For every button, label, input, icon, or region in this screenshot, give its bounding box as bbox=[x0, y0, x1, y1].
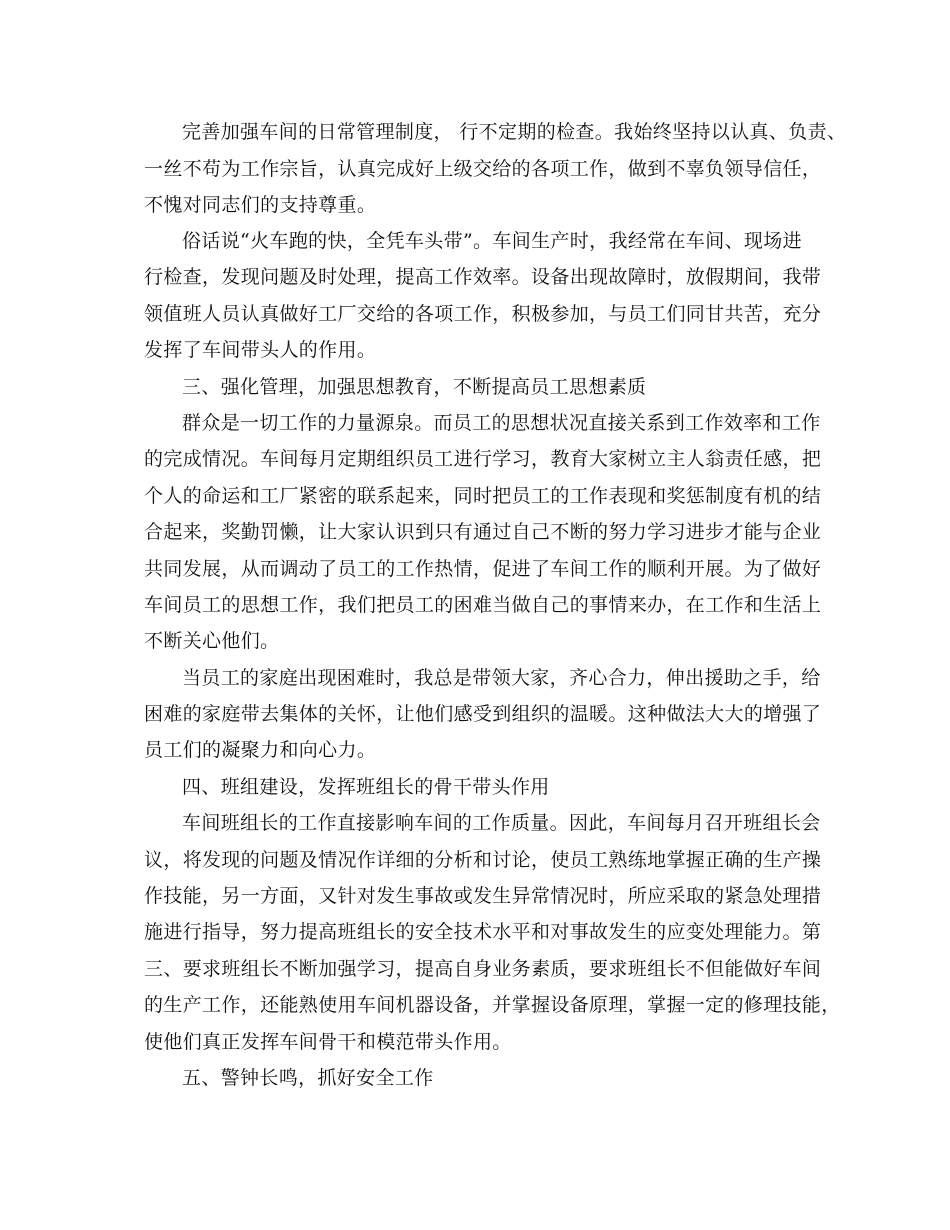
text-line: 议，将发现的问题及情况作详细的分析和讨论，使员工熟练地掌握正确的生产操 bbox=[144, 849, 822, 871]
text-line: 合起来，奖勤罚懒，让大家认识到只有通过自己不断的努力学习进步才能与企业 bbox=[144, 521, 822, 543]
text-line: 的生产工作，还能熟使用车间机器设备，并掌握设备原理，掌握一定的修理技能， bbox=[144, 994, 841, 1016]
text-line: 困难的家庭带去集体的关怀，让他们感受到组织的温暖。这种做法大大的增强了 bbox=[144, 703, 822, 725]
text-line: 领值班人员认真做好工厂交给的各项工作，积极参加，与员工们同甘共苦，充分 bbox=[144, 303, 822, 325]
section-heading: 五、警钟长鸣，抓好安全工作 bbox=[182, 1067, 434, 1089]
text-line: 发挥了车间带头人的作用。 bbox=[144, 339, 377, 361]
section-heading: 四、班组建设，发挥班组长的骨干带头作用 bbox=[182, 776, 550, 798]
text-line: 一丝不苟为工作宗旨，认真完成好上级交给的各项工作，做到不辜负领导信任， bbox=[144, 158, 822, 180]
section-heading: 三、强化管理，加强思想教育，不断提高员工思想素质 bbox=[182, 376, 647, 398]
text-line: 使他们真正发挥车间骨干和模范带头作用。 bbox=[144, 1031, 512, 1053]
text-line: 行检查，发现问题及时处理，提高工作效率。设备出现故障时，放假期间，我带 bbox=[144, 266, 822, 288]
text-line: 不愧对同志们的支持尊重。 bbox=[144, 194, 377, 216]
text-line: 车间班组长的工作直接影响车间的工作质量。因此，车间每月召开班组长会 bbox=[182, 812, 821, 834]
text-line: 群众是一切工作的力量源泉。而员工的思想状况直接关系到工作效率和工作 bbox=[182, 412, 821, 434]
text-line: 作技能，另一方面，又针对发生事故或发生异常情况时，所应采取的紧急处理措 bbox=[144, 885, 822, 907]
text-line: 完善加强车间的日常管理制度， 行不定期的检查。我始终坚持以认真、负责、 bbox=[182, 121, 847, 143]
text-line: 共同发展，从而调动了员工的工作热情，促进了车间工作的顺利开展。为了做好 bbox=[144, 558, 822, 580]
text-line: 车间员工的思想工作，我们把员工的困难当做自己的事情来办，在工作和生活上 bbox=[144, 594, 822, 616]
text-line: 不断关心他们。 bbox=[144, 630, 280, 652]
text-line: 个人的命运和工厂紧密的联系起来，同时把员工的工作表现和奖惩制度有机的结 bbox=[144, 485, 822, 507]
text-line: 施进行指导，努力提高班组长的安全技术水平和对事故发生的应变处理能力。第 bbox=[144, 921, 822, 943]
text-line: 的完成情况。车间每月定期组织员工进行学习，教育大家树立主人翁责任感，把 bbox=[144, 448, 822, 470]
text-line: 当员工的家庭出现困难时，我总是带领大家，齐心合力，伸出援助之手，给 bbox=[182, 667, 821, 689]
text-line: 俗话说“火车跑的快，全凭车头带”。车间生产时，我经常在车间、现场进 bbox=[182, 230, 802, 252]
text-line: 三、要求班组长不断加强学习，提高自身业务素质，要求班组长不但能做好车间 bbox=[144, 958, 822, 980]
text-line: 员工们的凝聚力和向心力。 bbox=[144, 739, 377, 761]
